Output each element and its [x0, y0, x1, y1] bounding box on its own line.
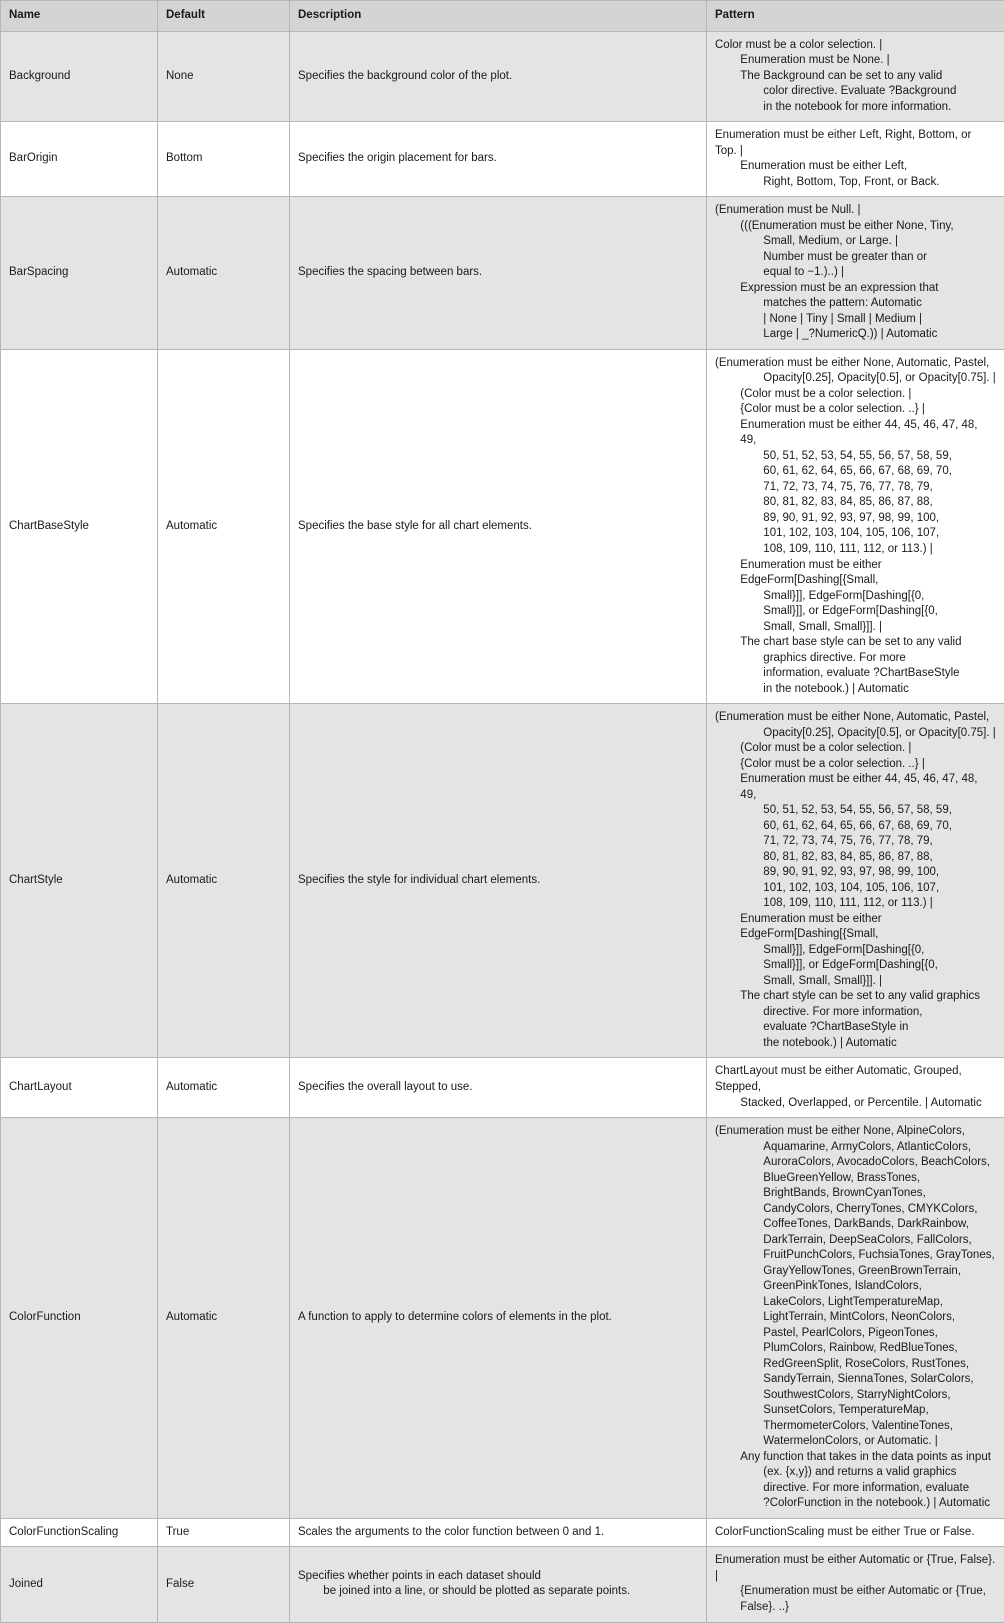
cell-option-pattern: [707, 197, 1004, 350]
pattern-line: Pastel, PearlColors, PigeonTones,: [715, 1326, 996, 1342]
pattern-line: FruitPunchColors, FuchsiaTones, GrayTones,: [715, 1248, 996, 1264]
cell-option-description: [290, 122, 707, 197]
pattern-line: 101, 102, 103, 104, 105, 106, 107,: [715, 881, 996, 897]
cell-option-pattern: [707, 1547, 1004, 1622]
cell-option-pattern: [707, 122, 1004, 197]
pattern-line: Enumeration must be either 44, 45, 46, 47, 48, 49,: [715, 418, 996, 449]
pattern-line: GreenPinkTones, IslandColors,: [715, 1279, 996, 1295]
table-row: [1, 197, 1004, 350]
description-line: Specifies the base style for all chart elements.: [298, 519, 698, 535]
pattern-line: Small, Small, Small}]]. |: [715, 974, 996, 990]
cell-option-name: ChartLayout: [1, 1058, 158, 1118]
pattern-line: ThermometerColors, ValentineTones,: [715, 1419, 996, 1435]
pattern-line: LakeColors, LightTemperatureMap,: [715, 1295, 996, 1311]
table-row: [1, 1058, 1004, 1118]
pattern-line: The Background can be set to any valid: [715, 69, 996, 85]
cell-option-name: BarSpacing: [1, 197, 158, 350]
description-line: Specifies the origin placement for bars.: [298, 151, 698, 167]
pattern-line: GrayYellowTones, GreenBrownTerrain,: [715, 1264, 996, 1280]
cell-option-pattern: [707, 1118, 1004, 1519]
pattern-line: Enumeration must be either Left,: [715, 159, 996, 175]
pattern-line: (Enumeration must be either None, Automatic, Pastel,: [715, 356, 996, 372]
pattern-line: Small, Medium, or Large. |: [715, 234, 996, 250]
description-line: A function to apply to determine colors of elements in the plot.: [298, 1310, 698, 1326]
pattern-line: Small, Small, Small}]]. |: [715, 620, 996, 636]
cell-option-default: Automatic: [158, 197, 290, 350]
pattern-line: ?ColorFunction in the notebook.) | Automatic: [715, 1496, 996, 1512]
pattern-line: the notebook.) | Automatic: [715, 1036, 996, 1052]
pattern-line: evaluate ?ChartBaseStyle in: [715, 1020, 996, 1036]
pattern-line: information, evaluate ?ChartBaseStyle: [715, 666, 996, 682]
table-row: [1, 349, 1004, 703]
cell-option-default: None: [158, 31, 290, 122]
cell-option-description: [290, 1547, 707, 1622]
cell-option-description: [290, 349, 707, 703]
cell-option-default: False: [158, 1547, 290, 1622]
cell-option-description: [290, 1118, 707, 1519]
description-line: be joined into a line, or should be plotted as separate points.: [298, 1584, 698, 1600]
pattern-line: (ex. {x,y}) and returns a valid graphics: [715, 1465, 996, 1481]
pattern-line: (Color must be a color selection. |: [715, 387, 996, 403]
pattern-line: Color must be a color selection. |: [715, 38, 996, 54]
pattern-line: (Enumeration must be either None, AlpineColors,: [715, 1124, 996, 1140]
pattern-line: color directive. Evaluate ?Background: [715, 84, 996, 100]
pattern-line: Large | _?NumericQ.)) | Automatic: [715, 327, 996, 343]
pattern-line: (((Enumeration must be either None, Tiny,: [715, 219, 996, 235]
table-row: [1, 1118, 1004, 1519]
pattern-line: CandyColors, CherryTones, CMYKColors,: [715, 1202, 996, 1218]
pattern-line: Right, Bottom, Top, Front, or Back.: [715, 175, 996, 191]
pattern-line: 108, 109, 110, 111, 112, or 113.) |: [715, 896, 996, 912]
pattern-line: Enumeration must be either 44, 45, 46, 47, 48, 49,: [715, 772, 996, 803]
pattern-line: Enumeration must be either EdgeForm[Dashing[{Small,: [715, 558, 996, 589]
pattern-line: directive. For more information,: [715, 1005, 996, 1021]
pattern-line: {Enumeration must be either Automatic or {True, False}. ..}: [715, 1584, 996, 1615]
pattern-line: Stacked, Overlapped, or Percentile. | Automatic: [715, 1096, 996, 1112]
pattern-line: 50, 51, 52, 53, 54, 55, 56, 57, 58, 59,: [715, 449, 996, 465]
pattern-line: (Enumeration must be either None, Automatic, Pastel,: [715, 710, 996, 726]
cell-option-name: ColorFunction: [1, 1118, 158, 1519]
cell-option-name: Background: [1, 31, 158, 122]
cell-option-name: BarOrigin: [1, 122, 158, 197]
pattern-line: equal to −1.)..) |: [715, 265, 996, 281]
pattern-line: Any function that takes in the data points as input: [715, 1450, 996, 1466]
description-line: Specifies the spacing between bars.: [298, 265, 698, 281]
pattern-line: in the notebook.) | Automatic: [715, 682, 996, 698]
pattern-line: (Color must be a color selection. |: [715, 741, 996, 757]
pattern-line: graphics directive. For more: [715, 651, 996, 667]
cell-option-default: Automatic: [158, 349, 290, 703]
pattern-line: 108, 109, 110, 111, 112, or 113.) |: [715, 542, 996, 558]
pattern-line: RedGreenSplit, RoseColors, RustTones,: [715, 1357, 996, 1373]
pattern-line: {Color must be a color selection. ..} |: [715, 757, 996, 773]
pattern-line: (Enumeration must be Null. |: [715, 203, 996, 219]
pattern-line: Small}]], EdgeForm[Dashing[{0,: [715, 943, 996, 959]
pattern-line: 80, 81, 82, 83, 84, 85, 86, 87, 88,: [715, 850, 996, 866]
cell-option-description: [290, 197, 707, 350]
pattern-line: SouthwestColors, StarryNightColors,: [715, 1388, 996, 1404]
pattern-line: DarkTerrain, DeepSeaColors, FallColors,: [715, 1233, 996, 1249]
cell-option-default: Automatic: [158, 1118, 290, 1519]
table-body: [1, 31, 1004, 1622]
table-header: [1, 1, 1004, 32]
pattern-line: SunsetColors, TemperatureMap,: [715, 1403, 996, 1419]
table-row: [1, 31, 1004, 122]
pattern-line: Enumeration must be None. |: [715, 53, 996, 69]
column-header-name: Name: [1, 1, 158, 32]
table-row: [1, 122, 1004, 197]
pattern-line: 89, 90, 91, 92, 93, 97, 98, 99, 100,: [715, 511, 996, 527]
pattern-line: ColorFunctionScaling must be either True or False.: [715, 1525, 996, 1541]
description-line: Specifies the style for individual chart elements.: [298, 873, 698, 889]
pattern-line: 60, 61, 62, 64, 65, 66, 67, 68, 69, 70,: [715, 819, 996, 835]
pattern-line: Opacity[0.25], Opacity[0.5], or Opacity[0.75]. |: [715, 371, 996, 387]
pattern-line: 80, 81, 82, 83, 84, 85, 86, 87, 88,: [715, 495, 996, 511]
cell-option-pattern: [707, 1058, 1004, 1118]
pattern-line: 71, 72, 73, 74, 75, 76, 77, 78, 79,: [715, 480, 996, 496]
pattern-line: BrightBands, BrownCyanTones,: [715, 1186, 996, 1202]
cell-option-description: [290, 704, 707, 1058]
pattern-line: Enumeration must be either Left, Right, Bottom, or Top. |: [715, 128, 996, 159]
pattern-line: Small}]], EdgeForm[Dashing[{0,: [715, 589, 996, 605]
description-line: Scales the arguments to the color function between 0 and 1.: [298, 1525, 698, 1541]
pattern-line: Enumeration must be either EdgeForm[Dashing[{Small,: [715, 912, 996, 943]
pattern-line: ChartLayout must be either Automatic, Grouped, Stepped,: [715, 1064, 996, 1095]
cell-option-description: [290, 1058, 707, 1118]
pattern-line: AuroraColors, AvocadoColors, BeachColors,: [715, 1155, 996, 1171]
cell-option-default: True: [158, 1518, 290, 1547]
pattern-line: Small}]], or EdgeForm[Dashing[{0,: [715, 958, 996, 974]
description-line: Specifies the background color of the plot.: [298, 69, 698, 85]
cell-option-pattern: [707, 31, 1004, 122]
pattern-line: matches the pattern: Automatic: [715, 296, 996, 312]
table-row: [1, 1547, 1004, 1622]
pattern-line: 60, 61, 62, 64, 65, 66, 67, 68, 69, 70,: [715, 464, 996, 480]
column-header-default: Default: [158, 1, 290, 32]
pattern-line: 89, 90, 91, 92, 93, 97, 98, 99, 100,: [715, 865, 996, 881]
pattern-line: {Color must be a color selection. ..} |: [715, 402, 996, 418]
cell-option-default: Automatic: [158, 704, 290, 1058]
pattern-line: CoffeeTones, DarkBands, DarkRainbow,: [715, 1217, 996, 1233]
pattern-line: Expression must be an expression that: [715, 281, 996, 297]
cell-option-name: Joined: [1, 1547, 158, 1622]
pattern-line: 71, 72, 73, 74, 75, 76, 77, 78, 79,: [715, 834, 996, 850]
table-header-row: [1, 1, 1004, 32]
table-row: [1, 704, 1004, 1058]
cell-option-default: Bottom: [158, 122, 290, 197]
cell-option-default: Automatic: [158, 1058, 290, 1118]
pattern-line: in the notebook for more information.: [715, 100, 996, 116]
pattern-line: SandyTerrain, SiennaTones, SolarColors,: [715, 1372, 996, 1388]
pattern-line: Enumeration must be either Automatic or {True, False}. |: [715, 1553, 996, 1584]
pattern-line: Small}]], or EdgeForm[Dashing[{0,: [715, 604, 996, 620]
pattern-line: Number must be greater than or: [715, 250, 996, 266]
cell-option-name: ChartBaseStyle: [1, 349, 158, 703]
pattern-line: The chart base style can be set to any valid: [715, 635, 996, 651]
pattern-line: directive. For more information, evaluate: [715, 1481, 996, 1497]
pattern-line: PlumColors, Rainbow, RedBlueTones,: [715, 1341, 996, 1357]
pattern-line: The chart style can be set to any valid graphics: [715, 989, 996, 1005]
pattern-line: 101, 102, 103, 104, 105, 106, 107,: [715, 526, 996, 542]
pattern-line: Opacity[0.25], Opacity[0.5], or Opacity[0.75]. |: [715, 726, 996, 742]
cell-option-description: [290, 31, 707, 122]
pattern-line: BlueGreenYellow, BrassTones,: [715, 1171, 996, 1187]
table-row: [1, 1518, 1004, 1547]
description-line: Specifies the overall layout to use.: [298, 1080, 698, 1096]
pattern-line: 50, 51, 52, 53, 54, 55, 56, 57, 58, 59,: [715, 803, 996, 819]
cell-option-name: ChartStyle: [1, 704, 158, 1058]
column-header-description: Description: [290, 1, 707, 32]
cell-option-pattern: [707, 704, 1004, 1058]
pattern-line: | None | Tiny | Small | Medium |: [715, 312, 996, 328]
cell-option-name: ColorFunctionScaling: [1, 1518, 158, 1547]
cell-option-pattern: [707, 349, 1004, 703]
column-header-pattern: Pattern: [707, 1, 1004, 32]
cell-option-pattern: [707, 1518, 1004, 1547]
pattern-line: LightTerrain, MintColors, NeonColors,: [715, 1310, 996, 1326]
description-line: Specifies whether points in each dataset should: [298, 1569, 698, 1585]
pattern-line: Aquamarine, ArmyColors, AtlanticColors,: [715, 1140, 996, 1156]
pattern-line: WatermelonColors, or Automatic. |: [715, 1434, 996, 1450]
cell-option-description: [290, 1518, 707, 1547]
